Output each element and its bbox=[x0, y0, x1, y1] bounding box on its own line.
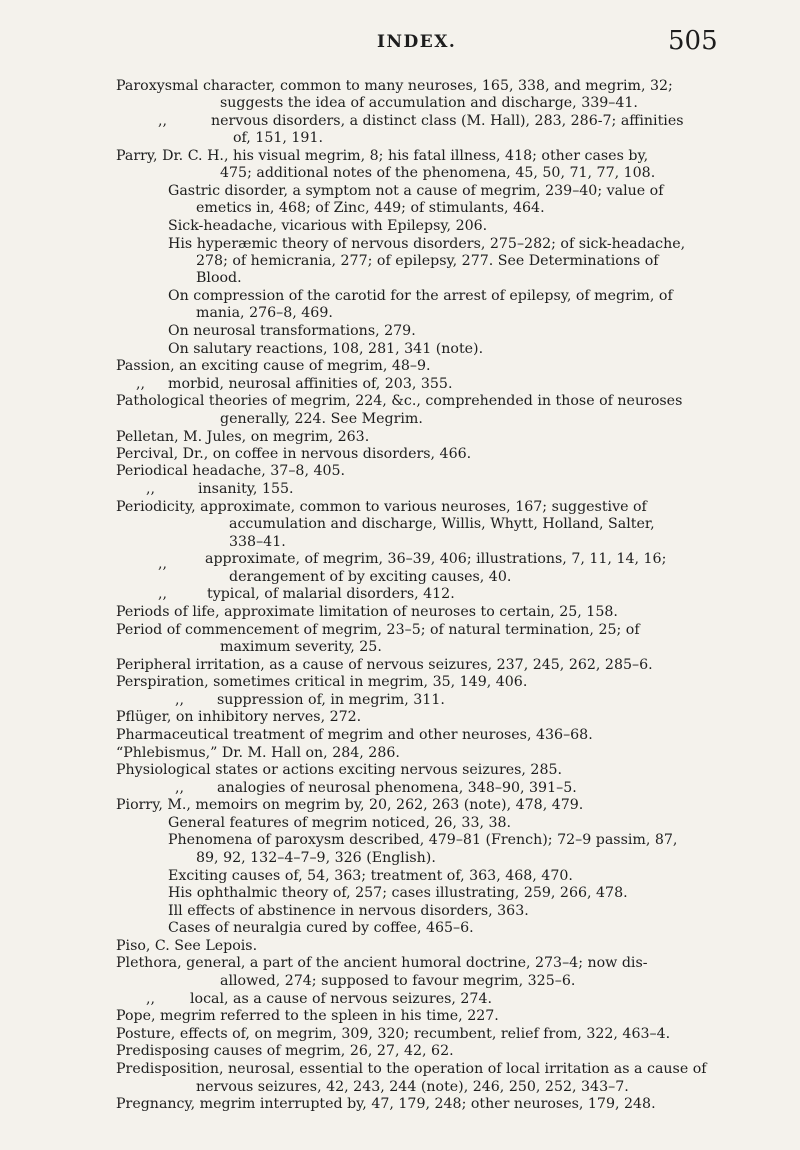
index-line: suppression of, in megrim, 311. bbox=[217, 692, 445, 708]
index-line: Plethora, general, a part of the ancient humoral doctrine, 273–4; now dis- bbox=[116, 955, 648, 971]
ditto-mark: ,, bbox=[158, 113, 168, 129]
index-line: local, as a cause of nervous seizures, 274. bbox=[190, 991, 492, 1007]
index-line: of, 151, 191. bbox=[233, 130, 323, 146]
index-line: Exciting causes of, 54, 363; treatment of, 363, 468, 470. bbox=[168, 868, 573, 884]
index-line: analogies of neurosal phenomena, 348–90, 391–5. bbox=[217, 780, 577, 796]
index-line: General features of megrim noticed, 26, 33, 38. bbox=[168, 815, 512, 831]
ditto-mark: ,, bbox=[158, 586, 168, 602]
index-line: 338–41. bbox=[229, 534, 286, 550]
index-line: nervous disorders, a distinct class (M. Hall), 283, 286-7; affinities bbox=[211, 113, 684, 129]
index-line: Passion, an exciting cause of megrim, 48–9. bbox=[116, 358, 431, 374]
ditto-mark: ,, bbox=[136, 376, 146, 392]
index-line: His ophthalmic theory of, 257; cases illustrating, 259, 266, 478. bbox=[168, 885, 628, 901]
index-line: Period of commencement of megrim, 23–5; of natural termination, 25; of bbox=[116, 622, 640, 638]
index-line: Periodical headache, 37–8, 405. bbox=[116, 463, 346, 479]
index-line: On salutary reactions, 108, 281, 341 (note). bbox=[168, 341, 484, 357]
ditto-mark: ,, bbox=[146, 481, 156, 497]
index-line: Predisposition, neurosal, essential to the operation of local irritation as a cause of bbox=[116, 1061, 707, 1077]
index-line: Predisposing causes of megrim, 26, 27, 42, 62. bbox=[116, 1043, 454, 1059]
index-line: emetics in, 468; of Zinc, 449; of stimulants, 464. bbox=[196, 200, 545, 216]
index-line: Pflüger, on inhibitory nerves, 272. bbox=[116, 709, 362, 725]
index-line: maximum severity, 25. bbox=[220, 639, 382, 655]
index-line: morbid, neurosal affinities of, 203, 355. bbox=[168, 376, 453, 392]
index-line: Physiological states or actions exciting nervous seizures, 285. bbox=[116, 762, 563, 778]
index-line: suggests the idea of accumulation and discharge, 339–41. bbox=[220, 95, 638, 111]
index-line: mania, 276–8, 469. bbox=[196, 305, 333, 321]
index-line: Pregnancy, megrim interrupted by, 47, 179, 248; other neuroses, 179, 248. bbox=[116, 1096, 656, 1112]
index-line: Pathological theories of megrim, 224, &c., comprehended in those of neuroses bbox=[116, 393, 683, 409]
index-line: typical, of malarial disorders, 412. bbox=[207, 586, 455, 602]
index-line: On neurosal transformations, 279. bbox=[168, 323, 416, 339]
index-line: accumulation and discharge, Willis, Whytt, Holland, Salter, bbox=[229, 516, 655, 532]
index-line: On compression of the carotid for the arrest of epilepsy, of megrim, of bbox=[168, 288, 673, 304]
index-line: Peripheral irritation, as a cause of nervous seizures, 237, 245, 262, 285–6. bbox=[116, 657, 653, 673]
index-line: Piorry, M., memoirs on megrim by, 20, 262, 263 (note), 478, 479. bbox=[116, 797, 584, 813]
index-line: Pope, megrim referred to the spleen in his time, 227. bbox=[116, 1008, 499, 1024]
ditto-mark: ,, bbox=[146, 991, 156, 1007]
index-line: Pelletan, M. Jules, on megrim, 263. bbox=[116, 429, 370, 445]
index-line: Percival, Dr., on coffee in nervous disorders, 466. bbox=[116, 446, 472, 462]
index-line: derangement of by exciting causes, 40. bbox=[229, 569, 512, 585]
index-line: allowed, 274; supposed to favour megrim, 325–6. bbox=[220, 973, 576, 989]
running-title: INDEX. bbox=[377, 32, 457, 52]
index-line: “Phlebismus,” Dr. M. Hall on, 284, 286. bbox=[116, 745, 400, 761]
index-line: Parry, Dr. C. H., his visual megrim, 8; his fatal illness, 418; other cases by, bbox=[116, 148, 649, 164]
index-line: Perspiration, sometimes critical in megrim, 35, 149, 406. bbox=[116, 674, 528, 690]
index-line: Ill effects of abstinence in nervous disorders, 363. bbox=[168, 903, 529, 919]
index-line: Posture, effects of, on megrim, 309, 320; recumbent, relief from, 322, 463–4. bbox=[116, 1026, 671, 1042]
index-line: Phenomena of paroxysm described, 479–81 (French); 72–9 passim, 87, bbox=[168, 832, 678, 848]
index-line: 278; of hemicrania, 277; of epilepsy, 277. See Determinations of bbox=[196, 253, 659, 269]
index-line: generally, 224. See Megrim. bbox=[220, 411, 423, 427]
page-number: 505 bbox=[668, 26, 718, 56]
index-line: insanity, 155. bbox=[198, 481, 294, 497]
index-line: His hyperæmic theory of nervous disorders, 275–282; of sick-headache, bbox=[168, 236, 686, 252]
index-line: Periods of life, approximate limitation of neuroses to certain, 25, 158. bbox=[116, 604, 618, 620]
ditto-mark: ,, bbox=[175, 780, 185, 796]
index-line: 89, 92, 132–4–7–9, 326 (English). bbox=[196, 850, 436, 866]
index-line: Paroxysmal character, common to many neuroses, 165, 338, and megrim, 32; bbox=[116, 78, 673, 94]
index-line: Periodicity, approximate, common to various neuroses, 167; suggestive of bbox=[116, 499, 647, 515]
index-line: approximate, of megrim, 36–39, 406; illustrations, 7, 11, 14, 16; bbox=[205, 551, 667, 567]
index-line: Cases of neuralgia cured by coffee, 465–6. bbox=[168, 920, 474, 936]
index-line: nervous seizures, 42, 243, 244 (note), 246, 250, 252, 343–7. bbox=[196, 1079, 629, 1095]
index-line: Pharmaceutical treatment of megrim and other neuroses, 436–68. bbox=[116, 727, 593, 743]
index-line: Blood. bbox=[196, 270, 242, 286]
index-line: 475; additional notes of the phenomena, 45, 50, 71, 77, 108. bbox=[220, 165, 656, 181]
index-line: Piso, C. See Lepois. bbox=[116, 938, 258, 954]
ditto-mark: ,, bbox=[158, 556, 168, 572]
ditto-mark: ,, bbox=[175, 692, 185, 708]
index-line: Sick-headache, vicarious with Epilepsy, 206. bbox=[168, 218, 488, 234]
index-line: Gastric disorder, a symptom not a cause of megrim, 239–40; value of bbox=[168, 183, 664, 199]
